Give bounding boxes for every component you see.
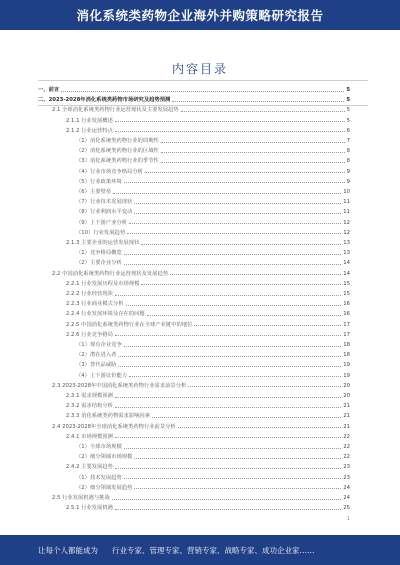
toc-entry-page: 24 (343, 484, 350, 491)
toc-entry-page: 5 (346, 117, 350, 124)
toc-leader-dots (112, 499, 341, 500)
toc-entry-label: （1）现有企业竞争 (76, 342, 122, 348)
toc-entry-label: 二、2023-2028年消化系统类药物市场研究及趋势预测 (38, 97, 171, 104)
toc-entry[interactable] (52, 382, 350, 390)
toc-entry-label: 2.3.1 需求规模预测 (66, 393, 113, 399)
toc-entry[interactable] (66, 239, 350, 247)
toc-entry-label: （2）主要企业分析 (76, 260, 122, 267)
toc-entry[interactable] (52, 423, 350, 431)
toc-entry-label: （5）行业政策环境 (76, 178, 122, 185)
toc-entry-label: （1）全球市场规模 (76, 444, 122, 450)
toc-entry[interactable] (66, 331, 350, 339)
toc-entry[interactable] (76, 147, 350, 155)
toc-entry[interactable] (66, 117, 350, 125)
toc-entry-label: （8）行业利润水平变动 (76, 209, 133, 216)
toc-entry-page: 14 (343, 260, 350, 267)
footer-slogan: 让每个人都能成为 (38, 545, 98, 555)
toc-leader-dots (115, 509, 341, 510)
toc-entry-page: 19 (343, 372, 350, 379)
toc-entry-page: 21 (343, 403, 350, 410)
toc-entry-page: 14 (343, 270, 350, 277)
toc-leader-dots (127, 233, 341, 234)
toc-entry[interactable] (76, 453, 350, 461)
toc-leader-dots (145, 172, 345, 173)
toc-leader-dots (147, 315, 342, 316)
toc-entry-page: 15 (343, 280, 350, 287)
toc-entry[interactable] (38, 86, 350, 94)
toc-section-divider (38, 105, 368, 106)
toc-entry-page: 8 (346, 158, 350, 165)
toc-entry[interactable] (38, 96, 350, 104)
toc-leader-dots (134, 213, 341, 214)
toc-leader-dots (194, 325, 341, 326)
toc-leader-dots (118, 366, 341, 367)
toc-entry-page: 9 (346, 178, 350, 185)
toc-entry-label: （7）行业技术发展现状 (76, 199, 133, 206)
toc-entry[interactable] (76, 372, 350, 380)
toc-entry-page: 12 (343, 229, 350, 236)
toc-entry-label: 一、前言 (38, 87, 60, 93)
toc-entry-page: 15 (343, 291, 350, 297)
toc-entry[interactable] (52, 494, 350, 502)
toc-entry-label: 2.2.6 行业竞争格局 (66, 331, 113, 338)
toc-leader-dots (115, 468, 341, 469)
toc-entry[interactable] (76, 188, 350, 196)
toc-entry[interactable] (66, 504, 350, 512)
toc-entry-label: 2.2.5 中国消化系统类药物行业在全球产业链中的地位 (66, 321, 193, 328)
toc-leader-dots (118, 356, 341, 357)
toc-leader-dots (152, 417, 341, 418)
toc-leader-dots (115, 121, 345, 122)
toc-leader-dots (161, 162, 345, 163)
toc-leader-dots (141, 244, 341, 245)
toc-leader-dots (181, 111, 345, 112)
toc-entry-page: 11 (343, 209, 350, 216)
toc-entry[interactable] (66, 290, 350, 298)
toc-entry-label: 2.5 行业发展机遇与挑战 (52, 495, 110, 501)
toc-heading: 内容目录 (171, 62, 228, 76)
toc-entry-label: 2.3 2023-2028年中国消化系统类药物行业需求前景分析 (52, 382, 187, 389)
toc-entry-label: （10）行业发展趋势 (76, 229, 126, 236)
toc-entry-page: 5 (346, 87, 350, 93)
toc-entry[interactable] (66, 463, 350, 471)
toc-entry[interactable] (76, 168, 350, 176)
toc-leader-dots (161, 142, 345, 143)
toc-entry[interactable] (76, 219, 350, 227)
toc-entry[interactable] (76, 178, 350, 186)
toc-entry-page: 19 (343, 362, 350, 369)
toc-entry[interactable] (66, 433, 350, 441)
toc-entry-label: 2.2.1 行业发展历程及市场规模 (66, 280, 140, 287)
toc-entry-page: 18 (343, 352, 350, 359)
toc-entry-label: （2）细分领域市场规模 (76, 454, 133, 461)
page-number: 1 (346, 516, 350, 522)
toc-entry-label: （4）上下游议价能力 (76, 372, 128, 379)
toc-entry-page: 5 (346, 107, 350, 114)
toc-leader-dots (115, 437, 341, 438)
toc-entry[interactable] (76, 198, 350, 206)
toc-entry-label: 2.1.1 行业发展概述 (66, 117, 113, 124)
toc-entry-page: 21 (343, 413, 350, 420)
toc-leader-dots (124, 346, 342, 347)
toc-leader-dots (115, 131, 345, 132)
toc-entry[interactable] (52, 270, 350, 278)
toc-leader-dots (134, 458, 341, 459)
toc-entry-page: 11 (343, 199, 350, 206)
toc-leader-dots (124, 264, 342, 265)
toc-entry-label: 2.4 2023-2028年全球消化系统类药物行业前景分析 (52, 423, 176, 430)
toc-entry-label: 2.1.3 主要企业的运营发展现状 (66, 240, 140, 246)
toc-entry[interactable] (76, 443, 350, 451)
toc-entry-page: 7 (346, 138, 350, 144)
toc-leader-dots (115, 335, 341, 336)
toc-entry-label: （1）消化系统类药物行业的周期性 (76, 138, 159, 144)
toc-entry-page: 22 (343, 433, 350, 440)
toc-entry[interactable] (66, 392, 350, 400)
toc-entry[interactable] (76, 157, 350, 165)
toc-entry-page: 17 (343, 331, 350, 338)
toc-entry-page: 12 (343, 219, 350, 226)
toc-entry-label: 2.5.1 行业发展机遇 (66, 505, 113, 512)
toc-leader-dots (124, 448, 342, 449)
toc-entry-label: （4）行业市场竞争格局分析 (76, 168, 143, 175)
toc-entry-page: 23 (343, 464, 350, 471)
toc-entry-page: 13 (343, 250, 350, 257)
toc-leader-dots (170, 274, 341, 275)
toc-entry[interactable] (76, 229, 350, 237)
toc-leader-dots (141, 284, 341, 285)
toc-leader-dots (115, 407, 341, 408)
toc-entry-label: 2.2.4 行业发展环境及存在的问题 (66, 311, 145, 318)
toc-entry-label: 2.2.2 行业经营现状 (66, 291, 113, 297)
toc-entry-page: 8 (346, 148, 350, 155)
title-divider (38, 80, 368, 81)
toc-entry-label: 2.4.2 主要发展趋势 (66, 464, 113, 471)
toc-entry-label: （2）细分领域发展趋势 (76, 484, 133, 491)
toc-entry[interactable] (76, 208, 350, 216)
toc-entry[interactable] (76, 249, 350, 257)
toc-leader-dots (124, 182, 345, 183)
toc-leader-dots (124, 478, 342, 479)
toc-leader-dots (188, 386, 341, 387)
toc-entry[interactable] (66, 321, 350, 329)
toc-entry-page: 22 (343, 454, 350, 461)
toc-entry-page: 21 (343, 423, 350, 430)
toc-entry-label: （1）竞争格局概览 (76, 250, 122, 257)
toc-entry-page: 17 (343, 321, 350, 328)
report-header (0, 0, 400, 30)
toc-entry[interactable] (52, 106, 350, 114)
toc-entry-label: （1）技术发展趋势 (76, 474, 122, 481)
toc-entry[interactable] (76, 259, 350, 267)
toc-leader-dots (161, 152, 345, 153)
toc-entry-label: 2.2.3 行业商业模式分析 (66, 301, 124, 308)
toc-entry[interactable] (76, 351, 350, 359)
toc-entry-label: 2.1 全球消化系统类药物行业运营现状及主要发展趋势 (52, 107, 179, 114)
toc-leader-dots (126, 305, 342, 306)
toc-entry-label: （6）主要壁垒 (76, 189, 112, 195)
toc-entry[interactable] (66, 280, 350, 288)
toc-entry-page: 9 (346, 168, 350, 175)
toc-leader-dots (178, 427, 342, 428)
toc-entry[interactable] (76, 484, 350, 492)
toc-leader-dots (129, 223, 341, 224)
toc-entry-label: 2.3.2 需求结构分析 (66, 403, 113, 410)
toc-entry-page: 20 (343, 393, 350, 399)
toc-leader-dots (129, 376, 341, 377)
toc-entry-label: 2.4.1 市场规模预测 (66, 433, 113, 440)
toc-entry[interactable] (66, 127, 350, 135)
toc-entry-page: 18 (343, 342, 350, 348)
toc-entry-page: 25 (343, 505, 350, 512)
toc-leader-dots (124, 254, 342, 255)
toc-leader-dots (115, 295, 341, 296)
report-footer (0, 535, 400, 565)
toc-entry-label: 2.3.3 消化系统类药物需求影响因素 (66, 413, 151, 420)
toc-entry-page: 23 (343, 474, 350, 481)
toc-entry-page: 5 (346, 97, 350, 104)
toc-entry-label: 2.1.2 行业运营特点 (66, 127, 113, 134)
toc-leader-dots (113, 193, 341, 194)
toc-leader-dots (134, 203, 341, 204)
toc-entry-page: 22 (343, 444, 350, 450)
toc-entry-label: （3）替代品威胁 (76, 362, 117, 369)
toc-entry-page: 13 (343, 240, 350, 246)
report-title: 消化系统类药物企业海外并购策略研究报告 (76, 8, 324, 23)
toc-entry[interactable] (66, 402, 350, 410)
toc-entry-page: 16 (343, 301, 350, 308)
toc-entry[interactable] (76, 361, 350, 369)
toc-leader-dots (134, 488, 341, 489)
toc-entry[interactable] (76, 137, 350, 145)
toc-entry[interactable] (76, 341, 350, 349)
toc-entry[interactable] (66, 412, 350, 420)
toc-entry-page: 20 (343, 382, 350, 389)
toc-leader-dots (172, 101, 344, 102)
toc-entry-label: （2）消化系统类药物行业的区域性 (76, 148, 159, 155)
toc-entry-label: （9）上下游产业分析 (76, 219, 128, 226)
toc-entry[interactable] (76, 474, 350, 482)
toc-entry[interactable] (66, 300, 350, 308)
toc-leader-dots (61, 91, 344, 92)
toc-entry-page: 16 (343, 311, 350, 318)
toc-entry-label: （2）潜在进入者 (76, 352, 117, 359)
toc-entry-page: 10 (343, 189, 350, 195)
toc-entry[interactable] (66, 310, 350, 318)
toc-entry-label: 2.2 中国消化系统类药物行业运营现状及发展趋势 (52, 270, 169, 277)
toc-entry-page: 24 (343, 495, 350, 501)
toc-entry-page: 6 (346, 127, 350, 134)
toc-leader-dots (115, 397, 341, 398)
footer-audience: 行业专家、管理专家、营销专家、战略专家、成功企业家…… (112, 545, 315, 555)
toc-entry-label: （3）消化系统类药物行业的季节性 (76, 158, 159, 165)
